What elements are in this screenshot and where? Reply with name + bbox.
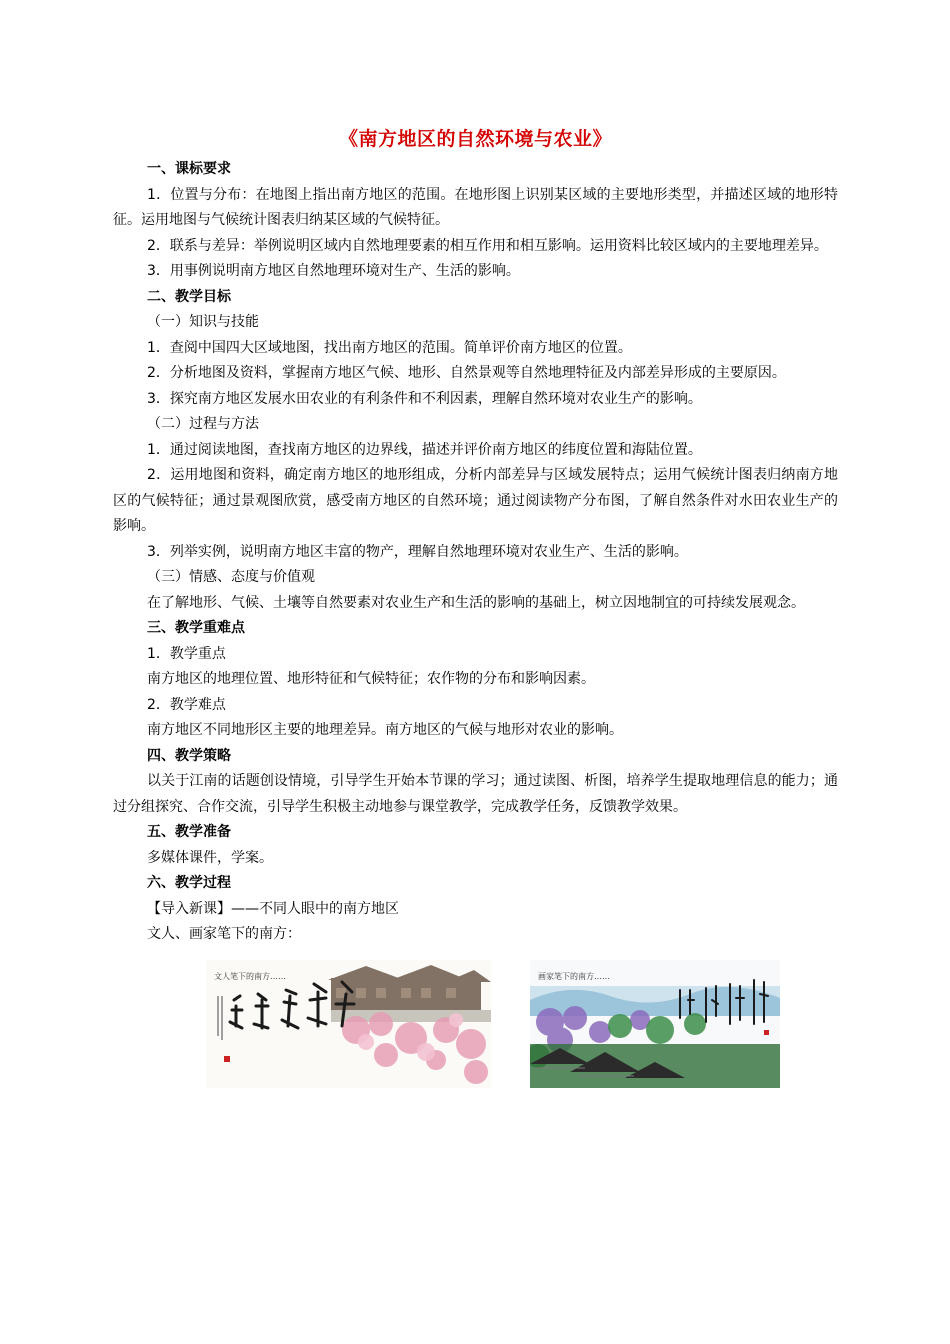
subsection-heading: 1．教学重点 bbox=[147, 645, 226, 662]
paragraph: 1．通过阅读地图，查找南方地区的边界线，描述并评价南方地区的纬度位置和海陆位置。 bbox=[147, 441, 702, 458]
paragraph: 南方地区的地理位置、地形特征和气候特征；农作物的分布和影响因素。 bbox=[147, 671, 595, 687]
subsection-heading: 2．教学难点 bbox=[147, 696, 226, 713]
painter-south-image bbox=[530, 960, 780, 1088]
image-row bbox=[113, 952, 838, 1112]
section-heading: 五、教学准备 bbox=[147, 824, 231, 840]
paragraph: 南方地区不同地形区主要的地理差异。南方地区的气候与地形对农业的影响。 bbox=[147, 722, 623, 738]
paragraph: 文人、画家笔下的南方： bbox=[147, 926, 301, 942]
image-caption: 画家笔下的南方…… bbox=[538, 971, 610, 981]
paragraph: 多媒体课件，学案。 bbox=[147, 849, 273, 866]
document-title: 《南方地区的自然环境与农业》 bbox=[338, 128, 612, 150]
section-heading: 四、教学策略 bbox=[147, 747, 231, 764]
paragraph: 2．分析地图及资料，掌握南方地区气候、地形、自然景观等自然地理特征及内部差异形成的主要原因。 bbox=[147, 365, 786, 381]
literati-south-image bbox=[206, 960, 491, 1088]
section-heading: 六、教学过程 bbox=[147, 875, 231, 891]
paragraph: 1．位置与分布：在地图上指出南方地区的范围。在地形图上识别某区域的主要地形类型，并描述区域的地形特征。运用地图与气候统计图表归纳某区域的气候特征。 bbox=[113, 186, 838, 228]
paragraph: 3．探究南方地区发展水田农业的有利条件和不利因素，理解自然环境对农业生产的影响。 bbox=[147, 390, 702, 407]
subsection-heading: （三）情感、态度与价值观 bbox=[147, 569, 315, 585]
paragraph: 2．运用地图和资料，确定南方地区的地形组成，分析内部差异与区域发展特点；运用气候统计图表归纳南方地区的气候特征；通过景观图欣赏，感受南方地区的自然环境；通过阅读物产分布图，了解自然条件对水田农业生产的影响。 bbox=[113, 467, 838, 534]
paragraph: 3．列举实例，说明南方地区丰富的物产，理解自然地理环境对农业生产、生活的影响。 bbox=[147, 543, 688, 560]
paragraph: 以关于江南的话题创设情境，引导学生开始本节课的学习；通过读图、析图，培养学生提取地理信息的能力；通过分组探究、合作交流，引导学生积极主动地参与课堂教学，完成教学任务，反馈教学效果。 bbox=[113, 773, 838, 815]
subsection-heading: （一）知识与技能 bbox=[147, 314, 259, 330]
section-heading: 三、教学重难点 bbox=[147, 620, 245, 636]
image-caption: 文人笔下的南方…… bbox=[214, 971, 286, 981]
paragraph: 2．联系与差异：举例说明区域内自然地理要素的相互作用和相互影响。运用资料比较区域内的主要地理差异。 bbox=[147, 237, 828, 254]
section-heading: 二、教学目标 bbox=[147, 288, 231, 305]
subsection-heading: （二）过程与方法 bbox=[147, 416, 259, 432]
document-body bbox=[113, 157, 838, 1112]
paragraph: 1．查阅中国四大区域地图，找出南方地区的范围。简单评价南方地区的位置。 bbox=[147, 339, 632, 356]
paragraph: 3．用事例说明南方地区自然地理环境对生产、生活的影响。 bbox=[147, 263, 520, 279]
paragraph: 在了解地形、气候、土壤等自然要素对农业生产和生活的影响的基础上，树立因地制宜的可持续发展观念。 bbox=[147, 594, 805, 611]
section-heading: 一、课标要求 bbox=[147, 161, 231, 177]
paragraph: 【导入新课】——不同人眼中的南方地区 bbox=[147, 900, 399, 917]
